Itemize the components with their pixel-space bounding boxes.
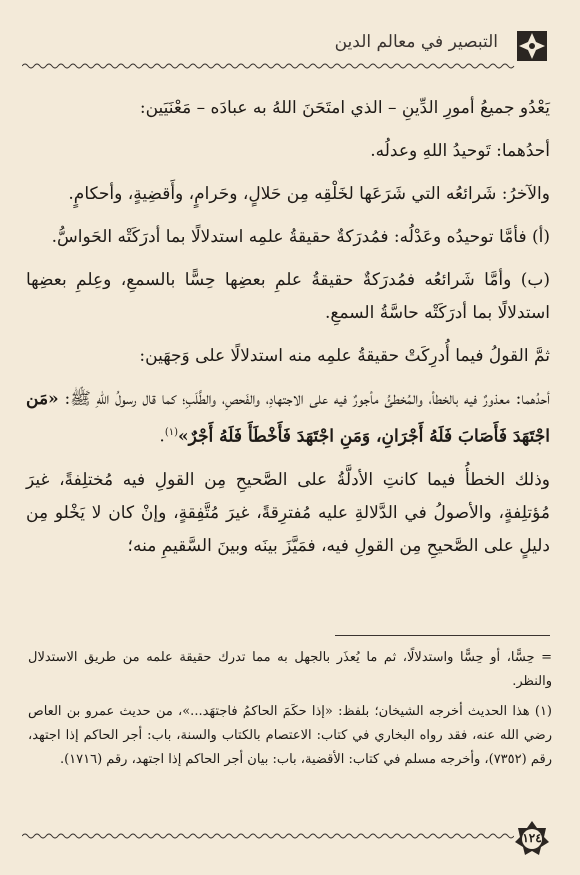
page-number: ١٢٤ [522,831,542,845]
running-title: التبصير في معالم الدين [334,32,498,52]
main-text [26,92,550,573]
page-number-badge [514,820,550,856]
hadith-end: . [159,426,165,447]
footnotes [28,646,552,778]
header-divider [22,62,558,70]
paragraph: ثمَّ القولُ فيما أُدرِكَتْ حقيقةُ علمِه منه استدلالًا على وَجهَين: [139,346,550,366]
hadith-intro: أحدُهما: معذورٌ فيه بالخطأ، والمُخطئُ مأجورٌ فيه على الاجتهادِ، والفَحصِ، والطَّلَبِ؛ كما قال رسولُ اللهِ ﷺ: [58,389,550,409]
paragraph: أحدُهما: تَوحيدُ اللهِ وعدلُه. [370,141,550,161]
ornament-icon [514,28,550,64]
hadith-quote: «مَن اجْتَهَدَ فَأَصَابَ فَلَهُ أَجْرَانِ، وَمَنِ اجْتَهَدَ فَأَخْطَأَ فَلَهُ أَجْرٌ» [26,389,550,447]
page-footer [22,820,558,860]
footnote-ref: (١) [164,427,178,438]
footnote: (١) هذا الحديث أخرجه الشيخان؛ بلفظ: «إذا حكَمَ الحاكمُ فاجتهَد...»، من حديث عمرو بن العاص رضي الله عنه، فقد رواه البخاري في كتاب: الاعتصام بالكتاب والسنة، باب: أجر الحاكم إذا اجتهد، رقم (٧٣٥٢)، وأخرجه مسلم في كتاب: الأقضية، باب: بيان أجر الحاكم إذا اجتهد، رقم (١٧١٦). [28,704,552,767]
footer-divider [22,832,514,840]
page-header [22,26,558,70]
paragraph: والآخرُ: شَرائعُه التي شَرَعَها لخَلْقِه مِن حَلالٍ، وحَرامٍ، وأَقضِيةٍ، وأحكامٍ. [68,184,550,204]
paragraph: يَعْدُو جميعُ أمورِ الدِّينِ – الذي امتَحَنَ اللهُ به عبادَه – مَعْنَيَين: [139,98,550,118]
paragraph: (أ) فأمَّا توحيدُه وعَدْلُه: فمُدرَكةٌ حقيقةُ علمِه استدلالًا بما أدرَكَتْه الحَواسُّ. [51,227,550,247]
paragraph-hadith [26,383,550,454]
paragraph: وذلك الخطأُ فيما كانتِ الأدلَّةُ على الصَّحيحِ مِن القولِ فيه مُختلِفةً، غيرَ مُؤتلِفةٍ، والأصولُ في الدَّلالةِ عليه مُفترِقةً، غيرَ مُتَّفِقةٍ، وإنْ كان لا يَخْلو مِن دليلٍ على الصَّحيحِ مِن القولِ فيه، فمَيَّزَ بينَه وبينَ السَّقيمِ منه؛ [26,469,550,556]
paragraph: (ب) وأمَّا شَرائعُه فمُدرَكةٌ حقيقةُ علمِ بعضِها حِسًّا بالسمعِ، وعِلمِ بعضِها استدلالًا بما أدرَكَتْه حاسَّةُ السمعِ. [26,270,550,323]
footnote-separator [335,635,550,636]
footnote: = حِسًّا، أو حِسًّا واستدلالًا، ثم ما يُعذَر بالجهل به مما تدرك حقيقة علمه من طريق الاستدلال والنظر. [28,650,552,689]
